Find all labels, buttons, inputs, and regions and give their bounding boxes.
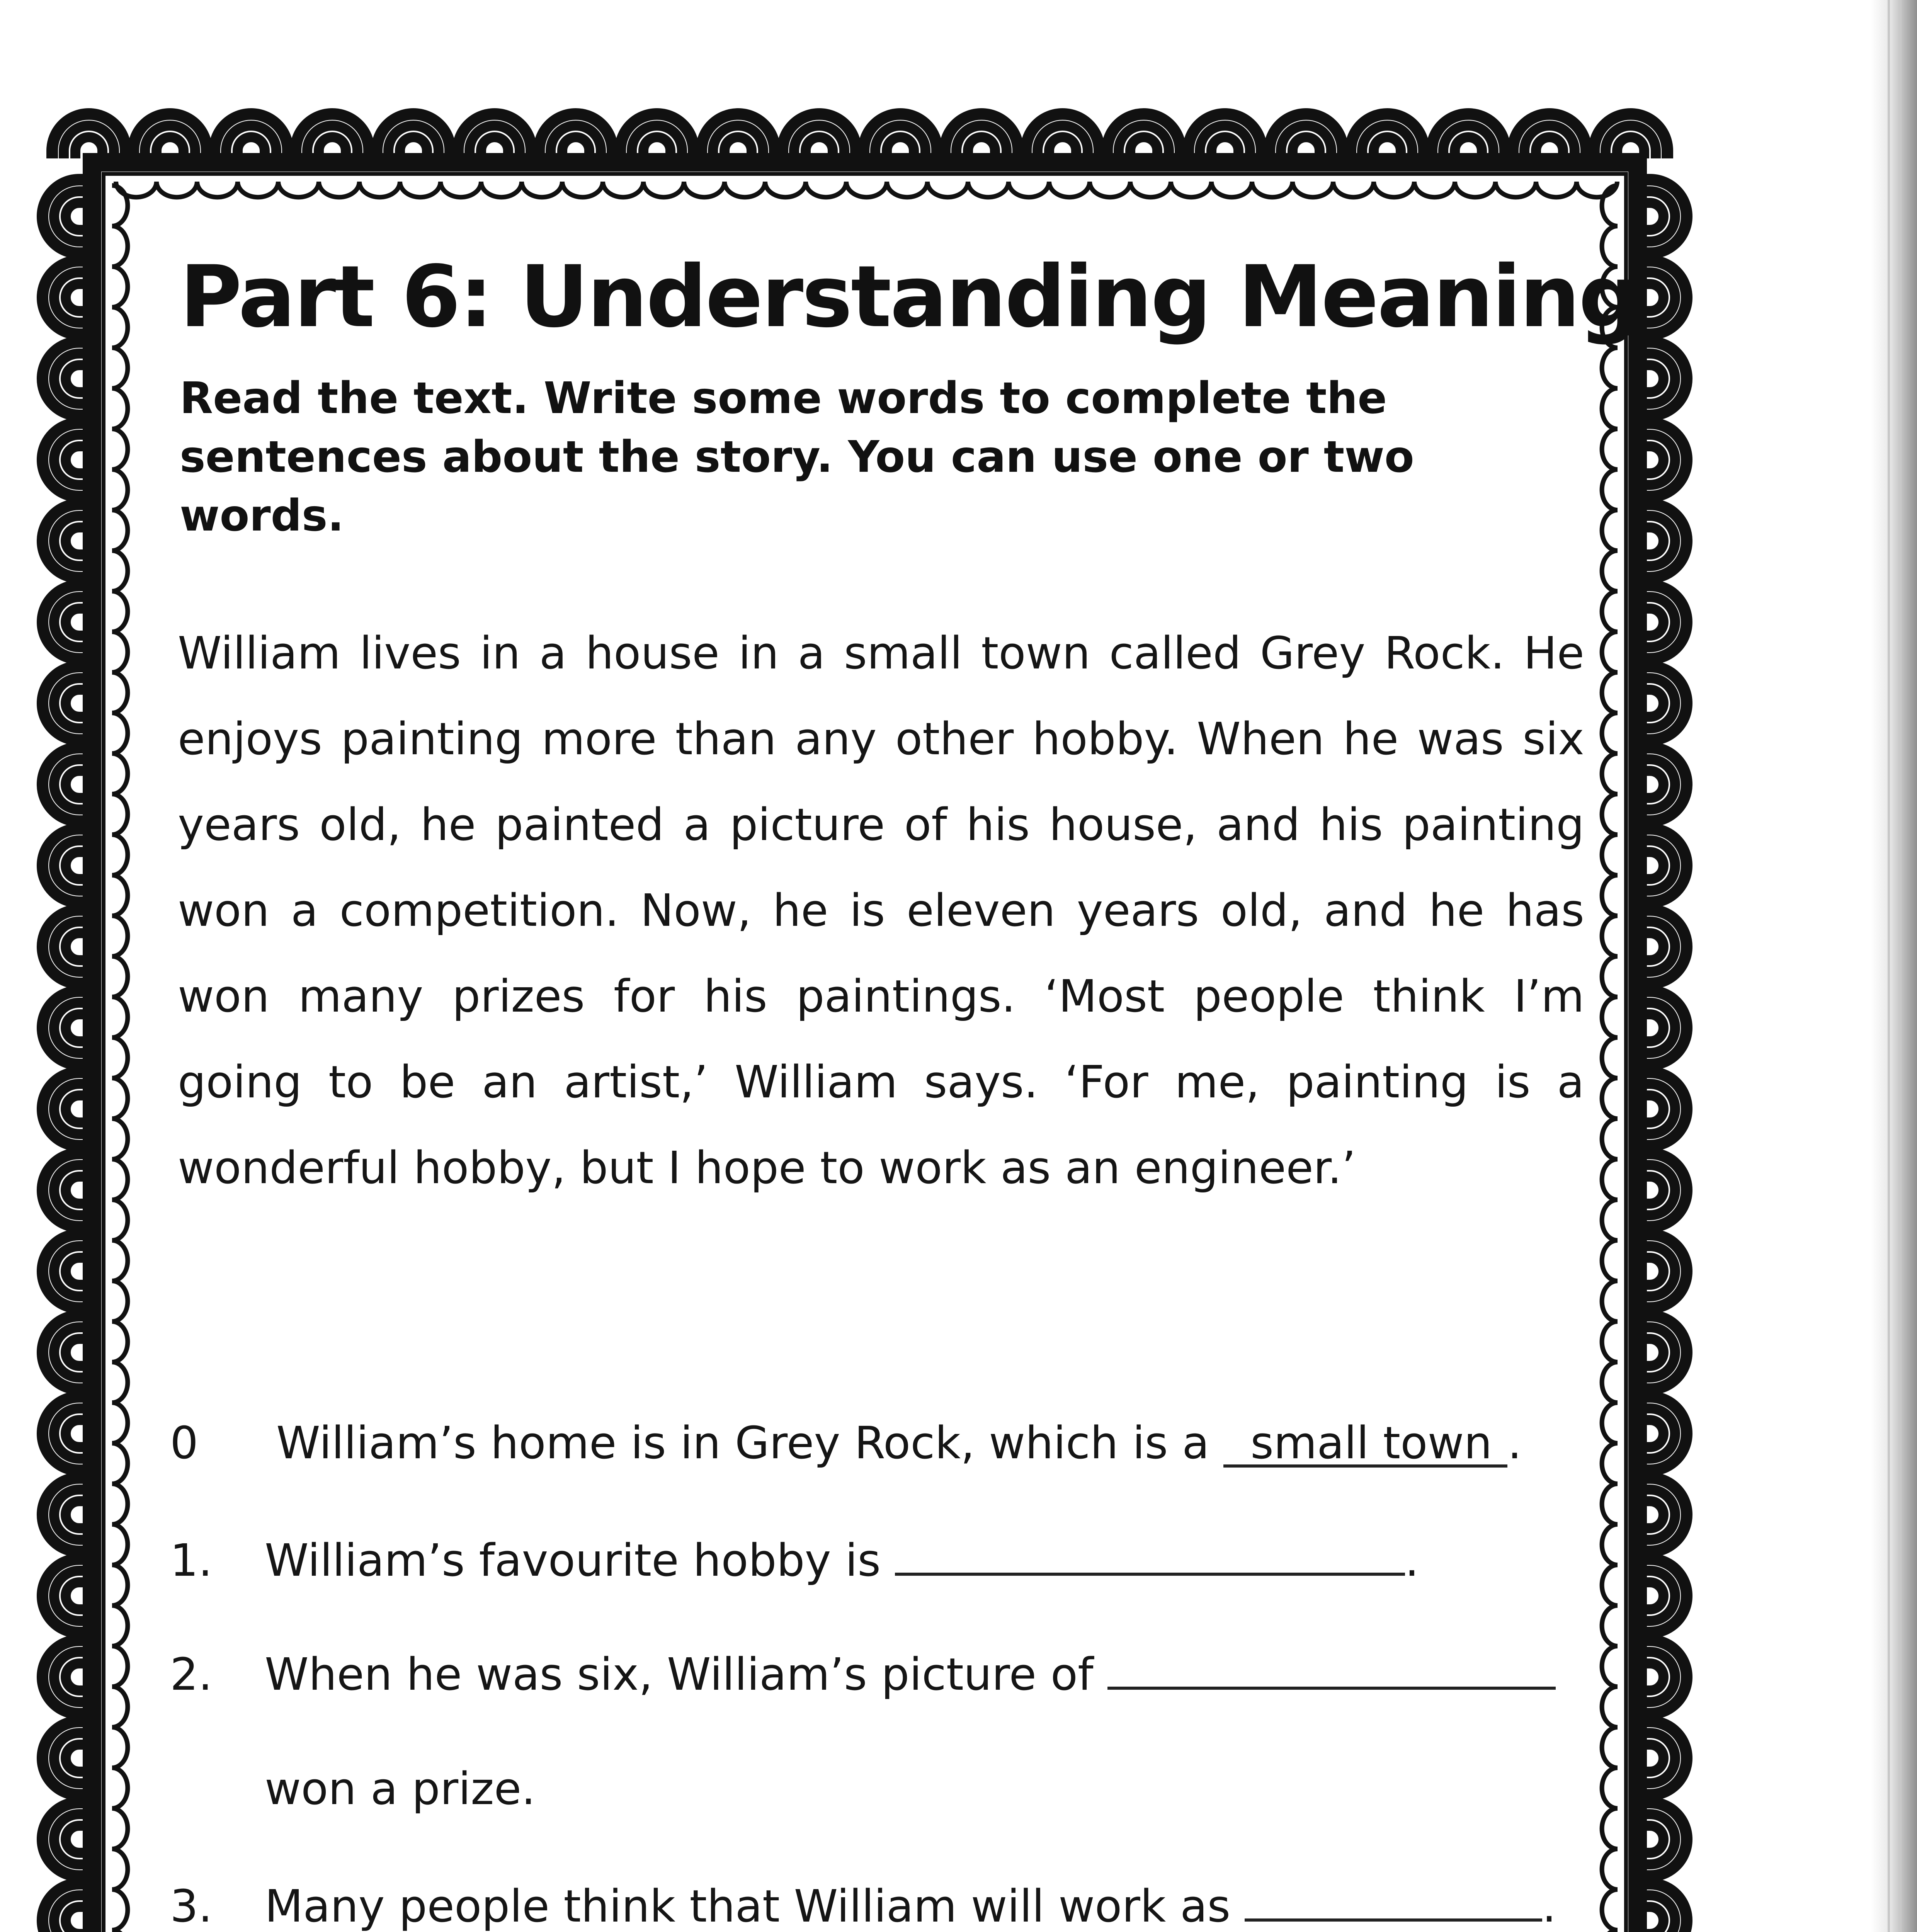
question-number: 0 xyxy=(170,1417,199,1469)
question-number: 1. xyxy=(170,1535,213,1587)
border-loop xyxy=(1513,114,1586,162)
border-scallop xyxy=(1602,1200,1618,1240)
border-loop xyxy=(52,114,126,162)
border-scallop xyxy=(400,182,441,197)
border-loop xyxy=(43,180,91,253)
border-scallop xyxy=(112,1484,128,1524)
border-loop xyxy=(43,585,91,659)
border-scallop xyxy=(112,1524,128,1565)
border-loop xyxy=(1638,1640,1687,1714)
border-scallop xyxy=(112,1727,128,1768)
border-scallop xyxy=(112,1240,128,1281)
question-end: . xyxy=(1542,1881,1556,1932)
border-scallop xyxy=(112,429,128,469)
border-scallop xyxy=(112,835,128,875)
border-loop xyxy=(1638,1397,1687,1470)
question-text: William’s home is in Grey Rock, which is a xyxy=(276,1417,1209,1469)
border-scallop xyxy=(1602,1605,1618,1646)
border-loop xyxy=(1638,1721,1687,1795)
border-scallop xyxy=(112,875,128,916)
border-scallop xyxy=(1602,429,1618,469)
border-scallop xyxy=(112,348,128,388)
border-loop xyxy=(43,342,91,415)
question-number: 3. xyxy=(170,1881,213,1932)
border-loop xyxy=(1638,748,1687,821)
question-2-continuation: won a prize. xyxy=(265,1763,536,1815)
question-end: . xyxy=(1405,1535,1419,1587)
border-scallop xyxy=(1293,182,1333,197)
border-loop xyxy=(539,114,612,162)
border-scallop xyxy=(1333,182,1374,197)
border-loop xyxy=(43,1316,91,1389)
border-scallop xyxy=(112,388,128,429)
border-scallop xyxy=(112,1565,128,1605)
question-end: . xyxy=(1507,1417,1522,1469)
border-scallop xyxy=(112,632,128,672)
border-scallop xyxy=(1602,1281,1618,1321)
border-loop xyxy=(43,1072,91,1146)
border-scallop xyxy=(112,672,128,713)
border-loop xyxy=(43,504,91,578)
border-scallop xyxy=(112,794,128,835)
example-question xyxy=(170,1414,1522,1472)
border-scallop xyxy=(1602,1321,1618,1362)
border-loop xyxy=(1638,667,1687,740)
border-loops-top xyxy=(52,114,1667,162)
border-scallop xyxy=(112,226,128,267)
border-scallop xyxy=(1602,469,1618,510)
border-scallop xyxy=(1602,672,1618,713)
border-scallop xyxy=(112,1403,128,1443)
border-scallop xyxy=(1602,348,1618,388)
border-scallop xyxy=(522,182,562,197)
border-loop xyxy=(43,1721,91,1795)
border-loop xyxy=(43,667,91,740)
border-loop xyxy=(1638,1478,1687,1551)
border-loop xyxy=(43,1153,91,1227)
border-loop xyxy=(458,114,531,162)
border-scallop xyxy=(1602,835,1618,875)
border-loop xyxy=(864,114,937,162)
border-scallop xyxy=(112,1646,128,1687)
border-scallop xyxy=(112,1443,128,1484)
border-scallop xyxy=(112,916,128,956)
border-scallop xyxy=(643,182,684,197)
border-scallop xyxy=(112,1119,128,1159)
border-scallop xyxy=(278,182,319,197)
border-scallop xyxy=(1602,1930,1618,1932)
border-scallop xyxy=(1090,182,1130,197)
border-scallop xyxy=(1602,1646,1618,1687)
border-scallop xyxy=(1602,1687,1618,1727)
border-loop xyxy=(1432,114,1505,162)
border-loop xyxy=(620,114,694,162)
border-scallop xyxy=(112,1930,128,1932)
border-loop xyxy=(1638,1235,1687,1308)
border-loop xyxy=(43,1640,91,1714)
border-scallop xyxy=(1602,388,1618,429)
border-scallop xyxy=(112,1200,128,1240)
border-scallop xyxy=(1602,794,1618,835)
border-loop xyxy=(43,991,91,1065)
border-scallop xyxy=(1602,1889,1618,1930)
border-loop xyxy=(1638,991,1687,1065)
border-loop xyxy=(214,114,288,162)
border-loop xyxy=(1638,1153,1687,1227)
border-scallop xyxy=(1455,182,1495,197)
border-scallop xyxy=(1602,1727,1618,1768)
border-scallop xyxy=(156,182,197,197)
border-scallop xyxy=(359,182,400,197)
border-scallop xyxy=(684,182,725,197)
border-scallop xyxy=(562,182,603,197)
answer-blank-3[interactable] xyxy=(1245,1876,1542,1922)
border-scallop xyxy=(112,1605,128,1646)
border-scallop xyxy=(927,182,968,197)
border-loop xyxy=(377,114,450,162)
border-scallop xyxy=(1602,1524,1618,1565)
border-scallop xyxy=(112,591,128,632)
border-loop xyxy=(1638,342,1687,415)
border-scallop xyxy=(1602,1849,1618,1889)
answer-blank-2[interactable] xyxy=(1107,1644,1556,1690)
border-scallop xyxy=(1602,916,1618,956)
border-loop xyxy=(782,114,856,162)
border-scallop xyxy=(1602,956,1618,997)
border-scallop xyxy=(319,182,359,197)
border-scallop xyxy=(1252,182,1293,197)
border-scallop xyxy=(112,713,128,753)
border-scallop xyxy=(1602,1484,1618,1524)
border-scallop xyxy=(1602,551,1618,591)
border-scallop xyxy=(1602,875,1618,916)
border-loop xyxy=(1269,114,1343,162)
border-scallop xyxy=(1602,1037,1618,1078)
border-loop xyxy=(1594,114,1667,162)
border-scallop xyxy=(112,469,128,510)
border-scallop xyxy=(1602,1403,1618,1443)
border-scallop xyxy=(1602,1240,1618,1281)
border-loop xyxy=(1026,114,1099,162)
border-loop xyxy=(296,114,369,162)
border-scallop xyxy=(112,307,128,348)
story-text: William lives in a house in a small town called Grey Rock. He enjoys painting more than any other hobby. When he was six years old, he painted a picture of his house, and his painting won a competition. Now, he is eleven years old, and he has won many prizes for his paintings. ‘Most people think I’m going to be an artist,’ William says. ‘For me, painting is a wonderful hobby, but I hope to work as an engineer.’ xyxy=(178,628,1584,1194)
border-scallop xyxy=(112,1362,128,1403)
border-scallop xyxy=(1602,1443,1618,1484)
border-scallop xyxy=(112,753,128,794)
page-title: Part 6: Understanding Meaning xyxy=(180,247,1638,346)
border-loop xyxy=(43,748,91,821)
border-scallop xyxy=(1536,182,1577,197)
border-loop xyxy=(1638,910,1687,983)
question-3 xyxy=(170,1876,1556,1932)
border-loop xyxy=(1638,1559,1687,1633)
border-loop xyxy=(43,1397,91,1470)
border-loop xyxy=(43,1559,91,1633)
border-loop xyxy=(945,114,1018,162)
question-text: When he was six, William’s picture of xyxy=(265,1649,1094,1701)
border-scallop xyxy=(765,182,806,197)
border-scallop xyxy=(1602,632,1618,672)
border-scallop xyxy=(1602,997,1618,1037)
border-scallop xyxy=(112,1078,128,1119)
border-loop xyxy=(1638,829,1687,902)
border-scallop xyxy=(1602,1565,1618,1605)
border-scallop xyxy=(112,1159,128,1200)
question-1 xyxy=(170,1530,1419,1590)
border-scallop xyxy=(481,182,522,197)
border-loop xyxy=(43,1478,91,1551)
border-scallop xyxy=(112,1808,128,1849)
border-loop xyxy=(43,1803,91,1876)
border-loop xyxy=(1638,261,1687,334)
border-scallop xyxy=(1602,713,1618,753)
border-loop xyxy=(701,114,775,162)
border-scallop xyxy=(441,182,481,197)
border-loop xyxy=(1107,114,1180,162)
answer-blank-1[interactable] xyxy=(895,1530,1405,1576)
border-scallop xyxy=(112,1889,128,1930)
border-scallop xyxy=(1602,591,1618,632)
border-scallop xyxy=(1374,182,1414,197)
border-scallop xyxy=(1602,510,1618,551)
border-scallop xyxy=(1049,182,1090,197)
border-scallop xyxy=(112,1768,128,1808)
border-loop xyxy=(133,114,207,162)
border-loop xyxy=(1638,423,1687,497)
border-loop xyxy=(1638,180,1687,253)
border-scallop xyxy=(238,182,278,197)
border-loop xyxy=(43,910,91,983)
border-scallop xyxy=(1602,753,1618,794)
question-2 xyxy=(170,1644,1556,1704)
border-scallop xyxy=(112,1037,128,1078)
border-scallop xyxy=(1602,1362,1618,1403)
border-loop xyxy=(1188,114,1262,162)
border-scallop xyxy=(1211,182,1252,197)
border-scallop xyxy=(1130,182,1171,197)
border-scallop xyxy=(1414,182,1455,197)
border-scallop xyxy=(112,1321,128,1362)
border-scallop xyxy=(968,182,1009,197)
border-loop xyxy=(1638,1803,1687,1876)
border-scallop xyxy=(1602,1808,1618,1849)
border-scallop xyxy=(725,182,765,197)
border-scallop xyxy=(112,551,128,591)
border-loop xyxy=(1638,585,1687,659)
border-scallop xyxy=(1009,182,1049,197)
border-scallop xyxy=(1602,1159,1618,1200)
border-scallop xyxy=(112,1687,128,1727)
border-loop xyxy=(43,829,91,902)
border-scallop xyxy=(1602,1078,1618,1119)
border-loop xyxy=(1638,1316,1687,1389)
border-scallop xyxy=(197,182,238,197)
border-loop xyxy=(1638,1072,1687,1146)
border-scallop xyxy=(603,182,643,197)
instructions: Read the text. Write some words to complete the sentences about the story. You can use one or two words. xyxy=(180,373,1414,541)
border-scallop xyxy=(112,997,128,1037)
border-scallop xyxy=(112,1281,128,1321)
border-scallop xyxy=(806,182,846,197)
border-scallop xyxy=(112,956,128,997)
example-answer: small town xyxy=(1223,1422,1507,1468)
border-scallop xyxy=(846,182,887,197)
question-text: William’s favourite hobby is xyxy=(265,1535,881,1587)
border-scallop xyxy=(887,182,927,197)
border-scallop xyxy=(1602,1119,1618,1159)
border-scallop xyxy=(112,267,128,307)
border-scallop xyxy=(112,1849,128,1889)
border-loop xyxy=(43,1235,91,1308)
border-scallop xyxy=(1171,182,1211,197)
border-loop xyxy=(1638,504,1687,578)
border-loop xyxy=(43,261,91,334)
border-scallop xyxy=(1602,1768,1618,1808)
border-scallop xyxy=(1495,182,1536,197)
question-number: 2. xyxy=(170,1649,213,1701)
border-scallop xyxy=(112,510,128,551)
border-loop xyxy=(43,423,91,497)
border-loop xyxy=(1351,114,1424,162)
question-text: Many people think that William will work as xyxy=(265,1881,1231,1932)
